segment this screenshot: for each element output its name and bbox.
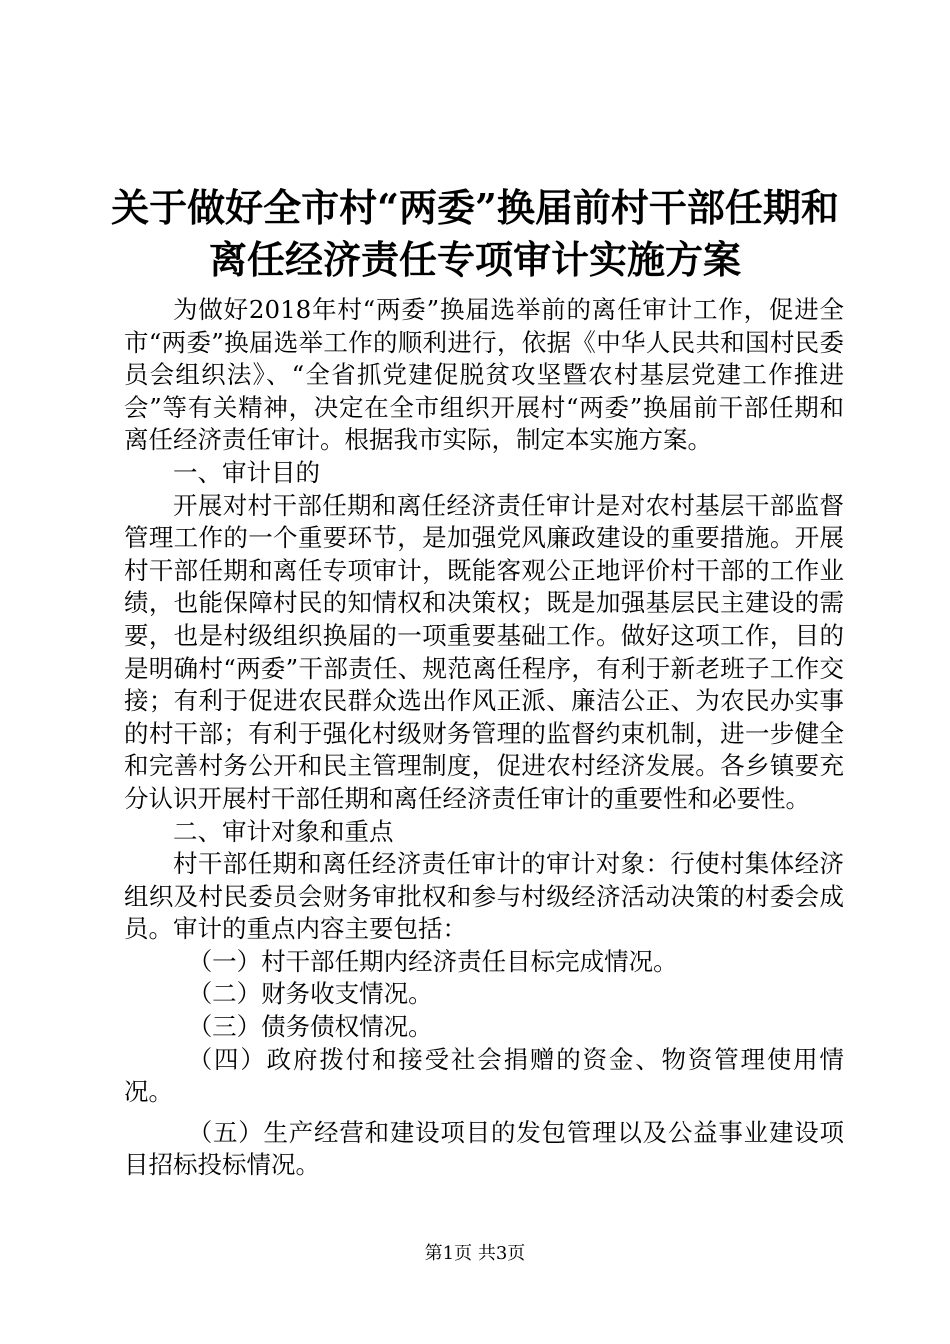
list-item: （四）政府拨付和接受社会捐赠的资金、物资管理使用情况。 <box>124 1044 844 1107</box>
list-item: （一）村干部任期内经济责任目标完成情况。 <box>187 946 678 976</box>
list-item: （二）财务收支情况。 <box>187 979 433 1009</box>
list-item: （五）生产经营和建设项目的发包管理以及公益事业建设项目招标投标情况。 <box>124 1117 844 1180</box>
list-item: （三）债务债权情况。 <box>187 1012 433 1042</box>
page-footer: 第1页 共3页 <box>424 1243 526 1264</box>
document-title-line-2: 离任经济责任专项审计实施方案 <box>208 237 741 282</box>
section-heading-1: 一、审计目的 <box>173 457 320 487</box>
section-heading-2: 二、审计对象和重点 <box>173 816 394 846</box>
document-title-line-1: 关于做好全市村“两委”换届前村干部任期和 <box>111 185 839 230</box>
document-body <box>124 294 844 1182</box>
intro-paragraph: 为做好2018年村“两委”换届选举前的离任审计工作，促进全市“两委”换届选举工作的顺利进行，依据《中华人民共和国村民委员会组织法》、“全省抓党建促脱贫攻坚暨农村基层党建工作推进会”等有关精神，决定在全市组织开展村“两委”换届前干部任期和离任经济责任审计。根据我市实际，制定本实施方案。 <box>124 295 844 455</box>
section-1-paragraph: 开展对村干部任期和离任经济责任审计是对农村基层干部监督管理工作的一个重要环节，是加强党风廉政建设的重要措施。开展村干部任期和离任专项审计，既能客观公正地评价村干部的工作业绩，也能保障村民的知情权和决策权；既是加强基层民主建设的需要，也是村级组织换届的一项重要基础工作。做好这项工作，目的是明确村“两委”干部责任、规范离任程序，有利于新老班子工作交接；有利于促进农民群众选出作风正派、廉洁公正、为农民办实事的村干部；有利于强化村级财务管理的监督约束机制，进一步健全和完善村务公开和民主管理制度，促进农村经济发展。各乡镇要充分认识开展村干部任期和离任经济责任审计的重要性和必要性。 <box>124 490 844 813</box>
section-2-paragraph: 村干部任期和离任经济责任审计的审计对象：行使村集体经济组织及村民委员会财务审批权和参与村级经济活动决策的村委会成员。审计的重点内容主要包括： <box>124 849 844 944</box>
